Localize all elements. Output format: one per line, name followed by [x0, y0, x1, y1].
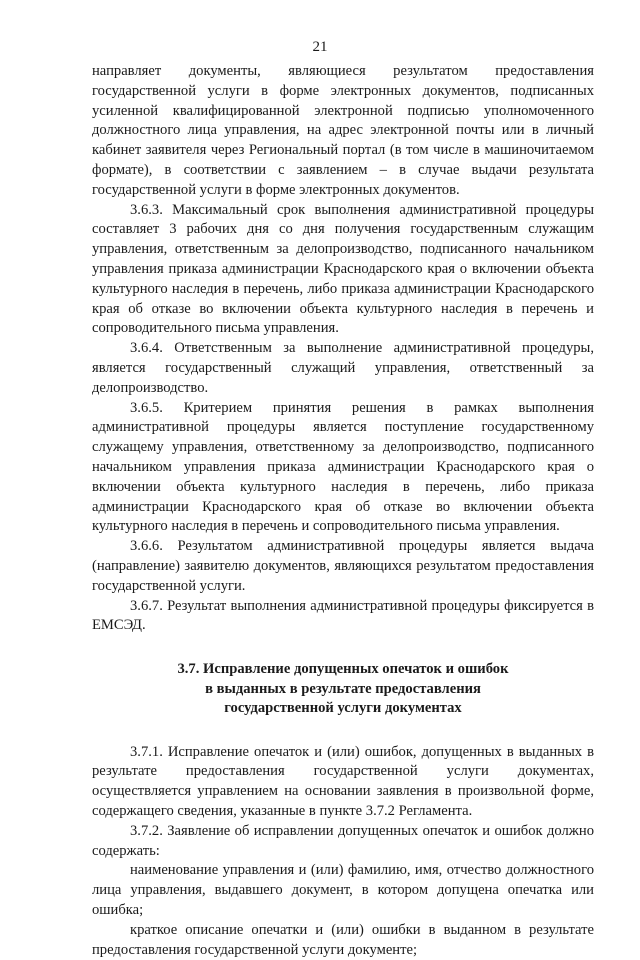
document-body: [92, 62, 594, 960]
paragraph: 3.6.7. Результат выполнения административной процедуры фиксируется в ЕМСЭД.: [92, 597, 594, 634]
paragraph: краткое описание опечатки и (или) ошибки в выданном в результате предоставления государственной услуги документе;: [92, 921, 594, 958]
section-heading-line: в выданных в результате предоставления: [205, 680, 481, 697]
section-heading-line: государственной услуги документах: [224, 700, 462, 717]
paragraph: наименование управления и (или) фамилию, имя, отчество должностного лица управления, выдавшего документ, в котором допущена опечатка или ошибка;: [92, 862, 594, 918]
page-number: 21: [312, 39, 328, 55]
paragraph: 3.7.1. Исправление опечаток и (или) ошибок, допущенных в выданных в результате предоставления государственной услуги документах, осуществляется управлением на основании заявления в произвольной форме, содержащего сведения, указанные в пункте 3.7.2 Регламента.: [92, 743, 594, 819]
paragraph: 3.6.3. Максимальный срок выполнения административной процедуры составляет 3 рабочих дня со дня получения государственным служащим управления, ответственным за делопроизводство, подписанного начальником управления приказа администрации Краснодарского края о включении объекта культурного наследия в перечень, либо приказа администрации Краснодарского края об отказе во включении объекта культурного наследия в перечень и сопроводительного письма управления.: [92, 201, 594, 337]
paragraph: 3.6.5. Критерием принятия решения в рамках выполнения административной процедуры является поступление государственному служащему управления, ответственному за делопроизводство, подписанного начальником управления приказа администрации Краснодарского края о включении объекта культурного наследия в перечень, либо приказа администрации Краснодарского края об отказе во включении объекта культурного наследия в перечень и сопроводительного письма управления.: [92, 399, 594, 535]
section-heading-line: 3.7. Исправление допущенных опечаток и ошибок: [177, 661, 509, 678]
paragraph: направляет документы, являющиеся результатом предоставления государственной услуги в форме электронных документов, подписанных усиленной квалифицированной электронной подписью уполномоченного должностного лица управления, на адрес электронной почты или в личный кабинет заявителя через Региональный портал (в том числе в машиночитаемом формате), в соответствии с заявлением – в случае выдачи результата государственной услуги в форме электронных документов.: [92, 63, 594, 198]
paragraph: 3.6.6. Результатом административной процедуры является выдача (направление) заявителю документов, являющихся результатом предоставления государственной услуги.: [92, 538, 594, 594]
paragraph: 3.7.2. Заявление об исправлении допущенных опечаток и ошибок должно содержать:: [92, 822, 594, 859]
paragraph: 3.6.4. Ответственным за выполнение административной процедуры, является государственный служащий управления, ответственный за делопроизводство.: [92, 340, 594, 396]
section-heading: [92, 660, 594, 719]
